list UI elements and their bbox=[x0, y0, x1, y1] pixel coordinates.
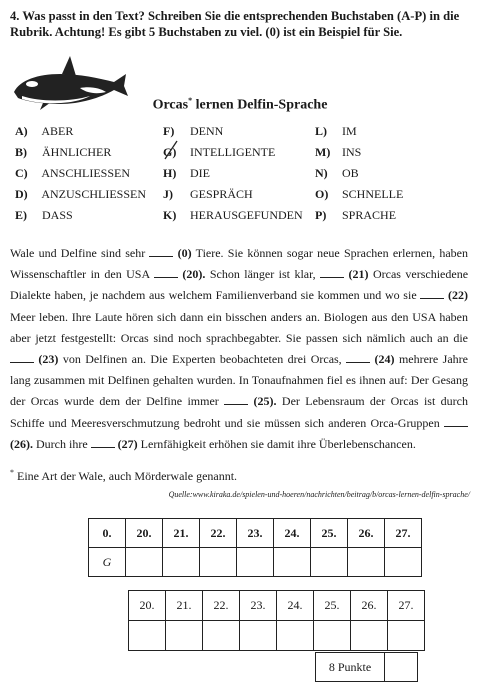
answer-table bbox=[128, 590, 425, 651]
points-label: 8 Punkte bbox=[316, 653, 385, 682]
table-header: 27. bbox=[388, 591, 425, 621]
table-header: 23. bbox=[237, 519, 274, 548]
option-b: B) ÄHNLICHER bbox=[15, 145, 112, 159]
crossed-out-mark bbox=[164, 139, 178, 161]
answer-cell[interactable] bbox=[200, 548, 237, 577]
table-header: 26. bbox=[348, 519, 385, 548]
answer-cell[interactable] bbox=[163, 548, 200, 577]
table-header: 22. bbox=[203, 591, 240, 621]
option-k: K) HERAUSGEFUNDEN bbox=[163, 208, 303, 222]
answer-cell[interactable] bbox=[203, 621, 240, 651]
option-h: H) DIE bbox=[163, 166, 210, 180]
option-m: M) INS bbox=[315, 145, 362, 159]
source-citation: Quelle:www.kiraka.de/spielen-und-hoeren/nachrichten/beitrag/b/orcas-lernen-delfin-sprache/ bbox=[168, 490, 470, 499]
answer-cell[interactable] bbox=[385, 548, 422, 577]
option-e: E) DASS bbox=[15, 208, 73, 222]
points-box bbox=[315, 652, 418, 682]
option-c: C) ANSCHLIESSEN bbox=[15, 166, 131, 180]
table-header: 26. bbox=[351, 591, 388, 621]
table-header: 21. bbox=[163, 519, 200, 548]
article-text: Wale und Delfine sind sehr (0) Tiere. Sie können sogar neue Sprachen erlernen, haben Wissenschaftler in den USA (20). Schon länger ist klar, (21) Orcas verschiedene Dialekte haben, je nachdem aus welchem Familienverband sie kommen und wo sie (22) Meer leben. Ihre Laute hören sich dann ein bisschen anders an. Biologen aus den USA haben aber jetzt festgestellt: Orcas sind noch sprachbegabter. Sie passen sich nämlich auch an die (23) von Delfinen an. Die Experten beobachteten drei Orcas, (24) mehrere Jahre lang zusammen mit Delfinen gehalten wurden. In Tonaufnahmen fiel es ihnen auf: Der Gesang der Orcas wurde dem der Delfine immer (25). Der Lebensraum der Orcas ist durch Schiffe und Meeresverschmutzung bedroht und sie müssen sich anderen Orca-Gruppen (26). Durch ihre (27) Lernfähigkeit erhöhen sie damit ihre Überlebenschancen. bbox=[10, 246, 469, 451]
answer-cell[interactable] bbox=[129, 621, 166, 651]
article-title: Orcas* lernen Delfin-Sprache bbox=[152, 96, 328, 113]
blank bbox=[320, 268, 344, 278]
task-instruction bbox=[10, 8, 470, 40]
option-g: G) INTELLIGENTE bbox=[163, 145, 275, 160]
answer-cell[interactable] bbox=[126, 548, 163, 577]
answer-table-example bbox=[88, 518, 422, 577]
answer-cell[interactable] bbox=[348, 548, 385, 577]
blank bbox=[10, 353, 34, 363]
answer-cell[interactable] bbox=[311, 548, 348, 577]
blank bbox=[154, 268, 178, 278]
table-header: 25. bbox=[311, 519, 348, 548]
option-n: N) OB bbox=[315, 166, 359, 180]
table-header: 24. bbox=[277, 591, 314, 621]
table-header: 22. bbox=[200, 519, 237, 548]
blank bbox=[420, 289, 444, 299]
option-f: F) DENN bbox=[163, 124, 224, 138]
answer-cell: G bbox=[89, 548, 126, 577]
table-header: 20. bbox=[126, 519, 163, 548]
answer-cell[interactable] bbox=[277, 621, 314, 651]
answer-cell[interactable] bbox=[388, 621, 425, 651]
table-header: 20. bbox=[129, 591, 166, 621]
answer-cell[interactable] bbox=[314, 621, 351, 651]
table-header: 25. bbox=[314, 591, 351, 621]
blank bbox=[91, 438, 115, 448]
answer-cell[interactable] bbox=[240, 621, 277, 651]
blank bbox=[224, 395, 248, 405]
option-j: J) GESPRÄCH bbox=[163, 187, 253, 201]
table-header: 23. bbox=[240, 591, 277, 621]
blank bbox=[444, 417, 468, 427]
points-score-cell[interactable] bbox=[385, 653, 418, 682]
footnote: * Eine Art der Wale, auch Mörderwale genannt. bbox=[10, 468, 238, 483]
blank bbox=[149, 247, 173, 257]
answer-cell[interactable] bbox=[351, 621, 388, 651]
option-l: L) IM bbox=[315, 124, 357, 138]
option-p: P) SPRACHE bbox=[315, 208, 397, 222]
answer-cell[interactable] bbox=[274, 548, 311, 577]
task-text: Was passt in den Text? Schreiben Sie die entsprechenden Buchstaben (A-P) in die Rubrik. Achtung! Es gibt 5 Buchstaben zu viel. (0) ist ein Beispiel für Sie. bbox=[10, 9, 460, 39]
table-header: 0. bbox=[89, 519, 126, 548]
option-a: A) ABER bbox=[15, 124, 74, 138]
task-number: 4. bbox=[10, 9, 20, 23]
blank bbox=[346, 353, 370, 363]
table-header: 21. bbox=[166, 591, 203, 621]
table-header: 27. bbox=[385, 519, 422, 548]
option-d: D) ANZUSCHLIESSEN bbox=[15, 187, 147, 201]
answer-cell[interactable] bbox=[237, 548, 274, 577]
option-o: O) SCHNELLE bbox=[315, 187, 404, 201]
table-header: 24. bbox=[274, 519, 311, 548]
answer-cell[interactable] bbox=[166, 621, 203, 651]
